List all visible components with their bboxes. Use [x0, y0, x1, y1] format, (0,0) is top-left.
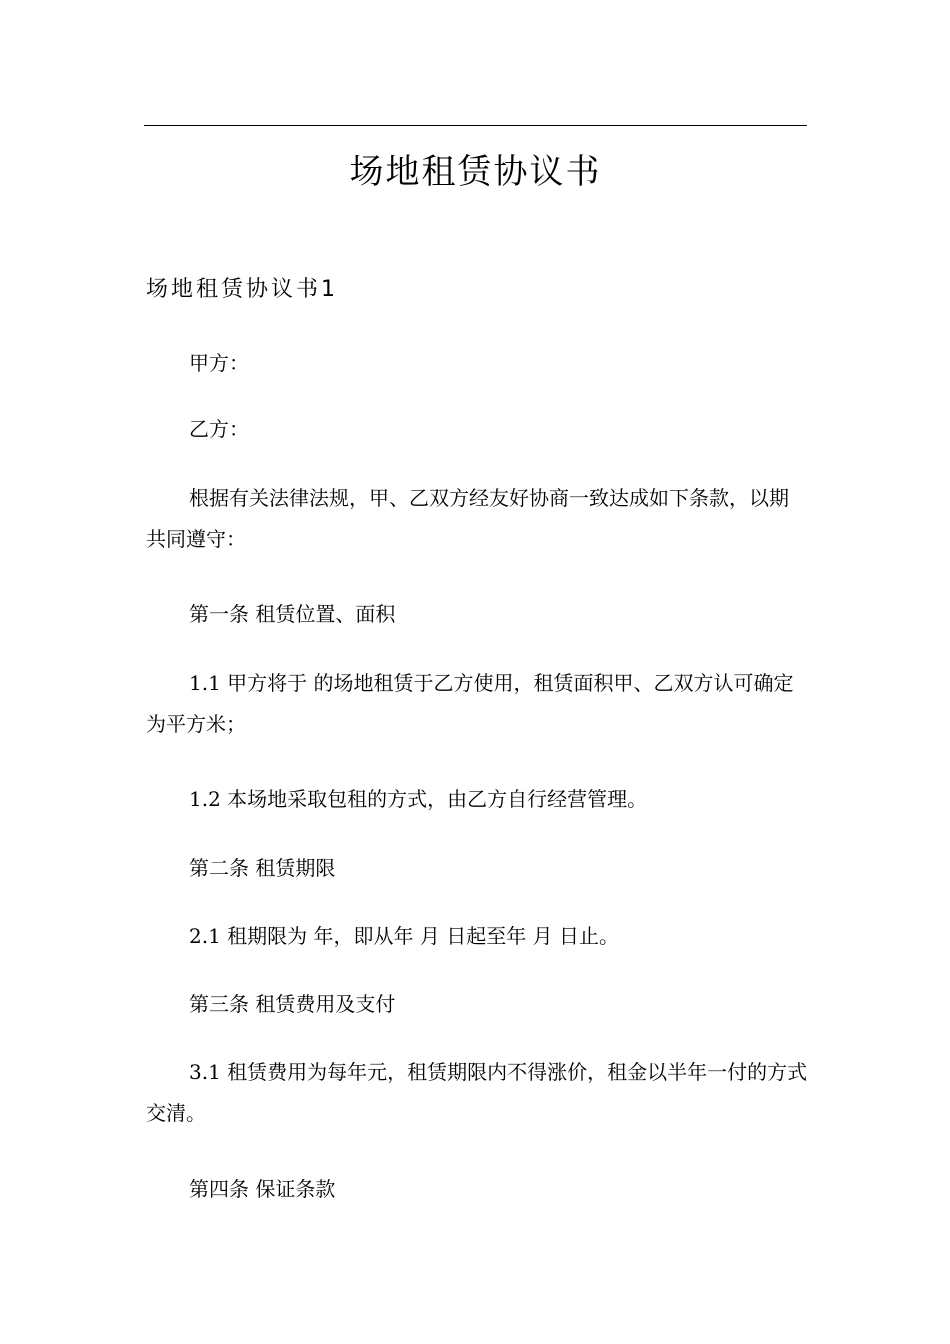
party-a-line: 甲方：	[189, 351, 249, 375]
section-heading: 场地租赁协议书1	[146, 277, 338, 302]
article-1-heading: 第一条 租赁位置、面积	[189, 602, 396, 626]
clause-1-2: 1.2 本场地采取包租的方式，由乙方自行经营管理。	[189, 787, 648, 811]
header-rule	[144, 125, 807, 126]
clause-2-1: 2.1 租期限为 年，即从年 月 日起至年 月 日止。	[189, 924, 619, 948]
clause-1-1: 1.1 甲方将于 的场地租赁于乙方使用，租赁面积甲、乙双方认可确定为平方米；	[146, 671, 794, 736]
article-3-heading: 第三条 租赁费用及支付	[189, 992, 396, 1016]
preamble-paragraph: 根据有关法律法规，甲、乙双方经友好协商一致达成如下条款，以期共同遵守：	[146, 486, 789, 551]
article-4-heading: 第四条 保证条款	[189, 1177, 336, 1201]
clause-3-1: 3.1 租赁费用为每年元，租赁期限内不得涨价，租金以半年一付的方式交清。	[146, 1060, 808, 1125]
document-title: 场地租赁协议书	[349, 152, 602, 192]
article-2-heading: 第二条 租赁期限	[189, 856, 336, 880]
party-b-line: 乙方：	[189, 417, 249, 441]
